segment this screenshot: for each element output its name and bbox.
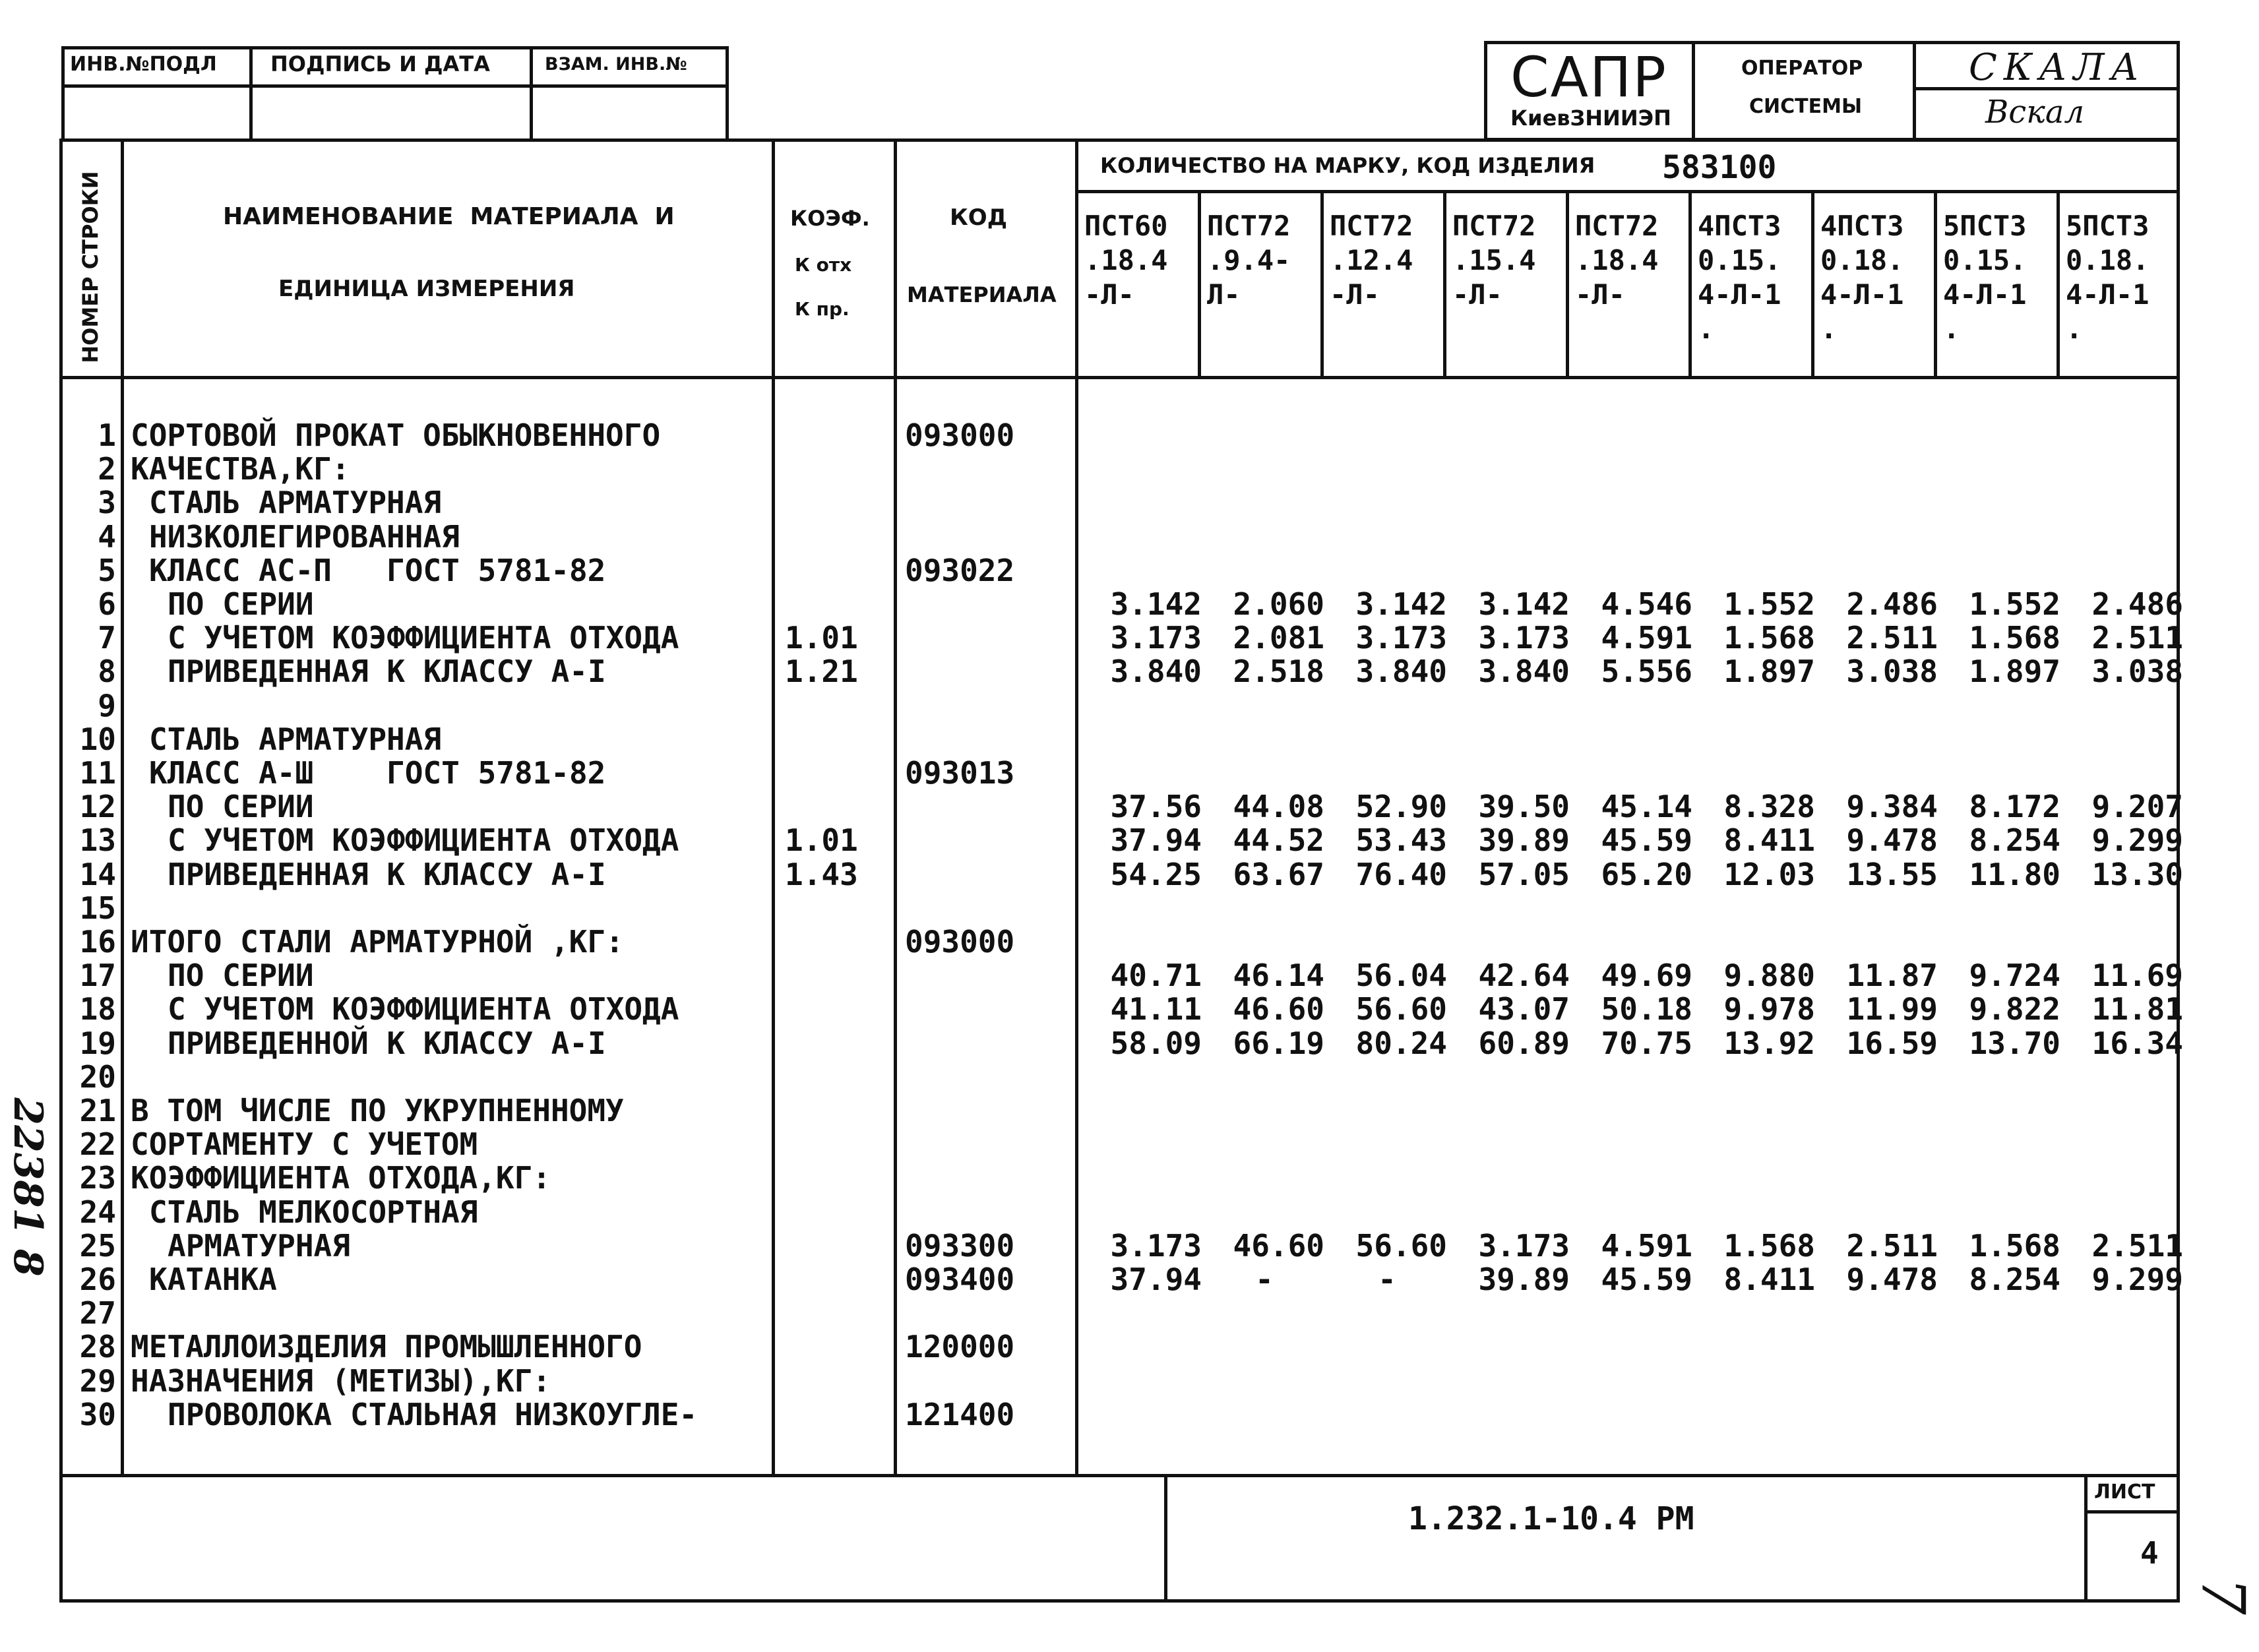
product-column-header-line: 4ПСТ3 [1698,210,1781,242]
quantity-value: 1.568 [1723,620,1815,656]
quantity-value: 13.55 [1846,857,1938,892]
quantity-value: 2.486 [1846,586,1938,622]
material-name: КЛАСС АС-П ГОСТ 5781-82 [149,553,606,588]
quantity-value: 1.897 [1969,654,2060,689]
product-column-header-line: . [2066,313,2083,345]
row-number: 22 [79,1126,116,1162]
material-name: ИТОГО СТАЛИ АРМАТУРНОЙ ,КГ: [131,924,624,960]
material-code: 093022 [905,553,1015,588]
material-name: КАТАНКА [149,1262,277,1297]
material-header-line2: ЕДИНИЦА ИЗМЕРЕНИЯ [278,276,575,302]
quantity-value: 70.75 [1601,1025,1692,1061]
quantity-value: 5.556 [1601,654,1692,689]
quantity-value: 9.478 [1846,1262,1938,1297]
quantity-value: 2.511 [1846,1228,1938,1264]
row-number-header: НОМЕР СТРОКИ [78,171,103,363]
row-number: 28 [79,1329,116,1364]
code-header-line1: КОД [950,204,1007,231]
material-name: СТАЛЬ АРМАТУРНАЯ [149,721,442,757]
quantity-value: 8.172 [1969,789,2060,824]
quantity-value: 1.552 [1969,586,2060,622]
quantity-value: 56.04 [1355,958,1447,993]
material-name: В ТОМ ЧИСЛЕ ПО УКРУПНЕННОМУ [131,1093,624,1128]
material-name: ПО СЕРИИ [168,789,314,824]
quantity-value: 3.173 [1355,620,1447,656]
product-column-header-line: 4-Л-1 [2066,278,2150,311]
product-column-header-line: . [1698,313,1715,345]
quantity-value: 13.70 [1969,1025,2060,1061]
quantity-value: 3.038 [2091,654,2183,689]
material-name: С УЧЕТОМ КОЭФФИЦИЕНТА ОТХОДА [168,822,679,858]
quantity-value: 2.511 [2091,620,2183,656]
quantity-header: КОЛИЧЕСТВО НА МАРКУ, КОД ИЗДЕЛИЯ [1100,153,1595,178]
material-name: МЕТАЛЛОИЗДЕЛИЯ ПРОМЫШЛЕННОГО [131,1329,642,1364]
product-column-header-line: -Л- [1575,278,1625,311]
row-number: 29 [79,1363,116,1399]
quantity-value: 56.60 [1355,1228,1447,1264]
product-column-header-line: 0.15. [1943,244,2027,276]
quantity-value: 40.71 [1110,958,1202,993]
quantity-value: 13.92 [1723,1025,1815,1061]
quantity-value: 41.11 [1110,991,1202,1027]
quantity-value: 9.978 [1723,991,1815,1027]
quantity-value: 37.94 [1110,1262,1202,1297]
quantity-value: 2.060 [1233,586,1324,622]
product-column-header-line: ПСТ72 [1575,210,1659,242]
quantity-value: 46.60 [1233,1228,1324,1264]
product-column-header-line: 4-Л-1 [1943,278,2027,311]
row-number: 12 [79,789,116,824]
quantity-value: 12.03 [1723,857,1815,892]
quantity-value: 4.591 [1601,1228,1692,1264]
quantity-value: 63.67 [1233,857,1324,892]
row-number: 19 [79,1025,116,1061]
quantity-value: 9.880 [1723,958,1815,993]
operator-label: ОПЕРАТОР [1741,57,1863,80]
material-name: КЛАСС А-Ш ГОСТ 5781-82 [149,755,606,791]
quantity-value: 8.328 [1723,789,1815,824]
quantity-value: 54.25 [1110,857,1202,892]
quantity-value: 46.60 [1233,991,1324,1027]
sheet-label: ЛИСТ [2094,1481,2155,1504]
row-number: 1 [98,417,116,453]
operator-name-handwritten: СКАЛА [1969,46,2146,89]
row-number: 20 [79,1059,116,1095]
product-column-header-line: .18.4 [1084,244,1168,276]
material-name: ПРИВЕДЕННАЯ К КЛАССУ А-I [168,654,606,689]
quantity-value: 9.384 [1846,789,1938,824]
quantity-value: 3.173 [1478,1228,1570,1264]
quantity-value: 4.591 [1601,620,1692,656]
material-name: С УЧЕТОМ КОЭФФИЦИЕНТА ОТХОДА [168,620,679,656]
row-number: 5 [98,553,116,588]
quantity-value: 45.59 [1601,822,1692,858]
quantity-value: 8.411 [1723,1262,1815,1297]
row-number: 17 [79,958,116,993]
material-name: ПРОВОЛОКА СТАЛЬНАЯ НИЗКОУГЛЕ- [168,1397,698,1432]
quantity-value: 53.43 [1355,822,1447,858]
product-column-header-line: 5ПСТ3 [2066,210,2150,242]
quantity-value: 9.299 [2091,1262,2183,1297]
quantity-value: 16.34 [2091,1025,2183,1061]
row-number: 6 [98,586,116,622]
k-pr-header: К пр. [795,298,850,320]
material-name: С УЧЕТОМ КОЭФФИЦИЕНТА ОТХОДА [168,991,679,1027]
product-column-header-line: ПСТ72 [1330,210,1413,242]
material-name: СТАЛЬ АРМАТУРНАЯ [149,485,442,520]
row-number: 27 [79,1295,116,1331]
quantity-value: 45.59 [1601,1262,1692,1297]
quantity-value: 39.50 [1478,789,1570,824]
material-name: АРМАТУРНАЯ [168,1228,350,1264]
product-column-header-line: .12.4 [1330,244,1413,276]
quantity-value: 16.59 [1846,1025,1938,1061]
quantity-value: 3.038 [1846,654,1938,689]
row-number: 21 [79,1093,116,1128]
row-number: 10 [79,721,116,757]
product-column-header-line: ПСТ72 [1452,210,1536,242]
vzam-inv-label: ВЗАМ. ИНВ.№ [545,54,687,75]
quantity-value: 4.546 [1601,586,1692,622]
quantity-value: 39.89 [1478,1262,1570,1297]
material-name: СОРТАМЕНТУ С УЧЕТОМ [131,1126,478,1162]
quantity-value: 9.724 [1969,958,2060,993]
material-name: НАЗНАЧЕНИЯ (МЕТИЗЫ),КГ: [131,1363,551,1399]
material-code: 093000 [905,924,1015,960]
product-column-header-line: 4-Л-1 [1820,278,1904,311]
system-title: САПР [1510,45,1667,109]
material-name: КАЧЕСТВА,КГ: [131,451,350,487]
coefficient: 1.01 [785,822,858,858]
quantity-value: - [1378,1262,1396,1297]
material-name: НИЗКОЛЕГИРОВАННАЯ [149,519,460,555]
row-number: 3 [98,485,116,520]
product-column-header-line: 0.15. [1698,244,1781,276]
row-number: 23 [79,1160,116,1196]
quantity-value: 1.568 [1969,1228,2060,1264]
row-number: 14 [79,857,116,892]
material-code: 121400 [905,1397,1015,1432]
system-label: СИСТЕМЫ [1749,95,1863,118]
material-name: СОРТОВОЙ ПРОКАТ ОБЫКНОВЕННОГО [131,417,661,453]
material-header-line1: НАИМЕНОВАНИЕ МАТЕРИАЛА И [223,203,675,230]
quantity-value: 66.19 [1233,1025,1324,1061]
material-name: ПО СЕРИИ [168,958,314,993]
quantity-value: 8.254 [1969,1262,2060,1297]
row-number: 18 [79,991,116,1027]
quantity-value: 1.568 [1723,1228,1815,1264]
quantity-value: 76.40 [1355,857,1447,892]
quantity-value: 2.081 [1233,620,1324,656]
product-column-header-line: 4-Л-1 [1698,278,1781,311]
row-number: 2 [98,451,116,487]
row-number: 25 [79,1228,116,1264]
quantity-value: 2.511 [2091,1228,2183,1264]
quantity-value: 37.56 [1110,789,1202,824]
signature-date-label: ПОДПИСЬ И ДАТА [270,51,490,76]
quantity-value: 39.89 [1478,822,1570,858]
row-number: 7 [98,620,116,656]
code-header-line2: МАТЕРИАЛА [907,282,1057,307]
operator-signature: Вскал [1985,94,2084,131]
quantity-value: 11.69 [2091,958,2183,993]
quantity-value: 9.299 [2091,822,2183,858]
material-name: СТАЛЬ МЕЛКОСОРТНАЯ [149,1194,478,1230]
product-column-header-line: 5ПСТ3 [1943,210,2027,242]
row-number: 13 [79,822,116,858]
row-number: 26 [79,1262,116,1297]
quantity-value: 2.518 [1233,654,1324,689]
quantity-value: 42.64 [1478,958,1570,993]
quantity-value: 1.568 [1969,620,2060,656]
quantity-value: 45.14 [1601,789,1692,824]
quantity-value: 11.87 [1846,958,1938,993]
row-number: 30 [79,1397,116,1432]
right-margin-note: 7 [2188,1577,2258,1615]
material-code: 093013 [905,755,1015,791]
quantity-value: 65.20 [1601,857,1692,892]
quantity-value: 49.69 [1601,958,1692,993]
row-number: 8 [98,654,116,689]
product-column-header-line: .9.4- [1207,244,1291,276]
product-column-header-line: Л- [1207,278,1241,311]
quantity-value: 43.07 [1478,991,1570,1027]
quantity-value: 8.254 [1969,822,2060,858]
quantity-value: 60.89 [1478,1025,1570,1061]
product-column-header-line: ПСТ72 [1207,210,1291,242]
material-code: 093300 [905,1228,1015,1264]
product-column-header-line: 0.18. [2066,244,2150,276]
quantity-value: 1.552 [1723,586,1815,622]
quantity-value: 56.60 [1355,991,1447,1027]
quantity-value: 37.94 [1110,822,1202,858]
product-code: 583100 [1662,149,1777,186]
quantity-value: - [1255,1262,1274,1297]
material-code: 093000 [905,417,1015,453]
product-column-header-line: -Л- [1452,278,1502,311]
quantity-value: 8.411 [1723,822,1815,858]
material-code: 093400 [905,1262,1015,1297]
material-name: ПРИВЕДЕННОЙ К КЛАССУ А-I [168,1025,606,1061]
quantity-value: 3.173 [1110,1228,1202,1264]
quantity-value: 46.14 [1233,958,1324,993]
product-column-header-line: . [1820,313,1838,345]
quantity-value: 13.30 [2091,857,2183,892]
quantity-value: 44.52 [1233,822,1324,858]
quantity-value: 3.173 [1478,620,1570,656]
document-code: 1.232.1-10.4 РМ [1408,1500,1694,1537]
left-margin-note: 22381 8 [5,1097,51,1277]
quantity-value: 3.142 [1478,586,1570,622]
inv-podl-label: ИНВ.№ПОДЛ [70,53,217,76]
product-column-header-line: 0.18. [1820,244,1904,276]
quantity-value: 9.478 [1846,822,1938,858]
quantity-value: 57.05 [1478,857,1570,892]
quantity-value: 80.24 [1355,1025,1447,1061]
quantity-value: 9.822 [1969,991,2060,1027]
quantity-value: 52.90 [1355,789,1447,824]
product-column-header-line: 4ПСТ3 [1820,210,1904,242]
coefficient: 1.01 [785,620,858,656]
product-column-header-line: .18.4 [1575,244,1659,276]
sheet-number: 4 [2140,1535,2159,1571]
k-otx-header: К отх [795,254,852,276]
product-column-header-line: -Л- [1330,278,1380,311]
product-column-header-line: . [1943,313,1960,345]
quantity-value: 3.142 [1110,586,1202,622]
quantity-value: 58.09 [1110,1025,1202,1061]
material-name: ПО СЕРИИ [168,586,314,622]
quantity-value: 2.511 [1846,620,1938,656]
product-column-header-line: -Л- [1084,278,1134,311]
row-number: 16 [79,924,116,960]
product-column-header-line: .15.4 [1452,244,1536,276]
material-code: 120000 [905,1329,1015,1364]
row-number: 4 [98,519,116,555]
material-name: КОЭФФИЦИЕНТА ОТХОДА,КГ: [131,1160,551,1196]
quantity-value: 3.142 [1355,586,1447,622]
material-name: ПРИВЕДЕННАЯ К КЛАССУ А-I [168,857,606,892]
quantity-value: 9.207 [2091,789,2183,824]
coefficient: 1.43 [785,857,858,892]
row-number: 11 [79,755,116,791]
row-number: 9 [98,688,116,723]
row-number: 15 [79,890,116,926]
koef-header: КОЭФ. [790,206,870,231]
quantity-value: 1.897 [1723,654,1815,689]
quantity-value: 2.486 [2091,586,2183,622]
row-number: 24 [79,1194,116,1230]
quantity-value: 11.80 [1969,857,2060,892]
quantity-value: 3.840 [1478,654,1570,689]
quantity-value: 3.840 [1110,654,1202,689]
quantity-value: 11.81 [2091,991,2183,1027]
quantity-value: 50.18 [1601,991,1692,1027]
organization-name: КиевЗНИИЭП [1510,106,1671,131]
coefficient: 1.21 [785,654,858,689]
quantity-value: 11.99 [1846,991,1938,1027]
quantity-value: 3.840 [1355,654,1447,689]
quantity-value: 3.173 [1110,620,1202,656]
quantity-value: 44.08 [1233,789,1324,824]
product-column-header-line: ПСТ60 [1084,210,1168,242]
